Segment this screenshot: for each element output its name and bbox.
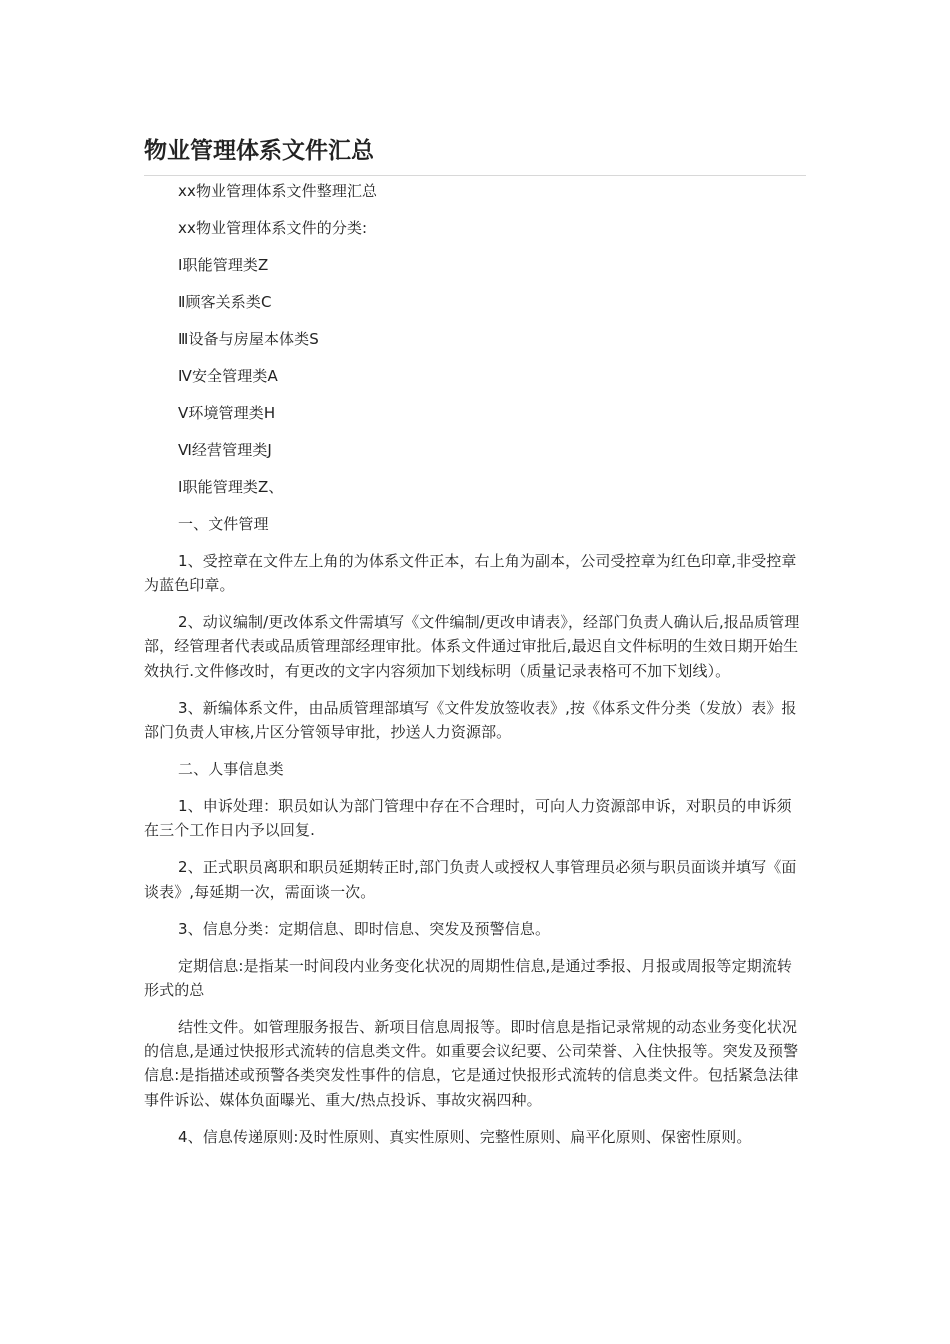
document-body xyxy=(144,179,806,1149)
category-item: Ⅳ安全管理类A xyxy=(178,366,278,385)
document-title: 物业管理体系文件汇总 xyxy=(144,138,374,164)
category-item: Ⅴ环境管理类H xyxy=(178,403,276,422)
section-heading: 二、人事信息类 xyxy=(178,759,284,778)
body-paragraph: 4、信息传递原则:及时性原则、真实性原则、完整性原则、扁平化原则、保密性原则。 xyxy=(178,1127,752,1146)
section-category-heading: Ⅰ职能管理类Z、 xyxy=(178,477,284,496)
category-item: Ⅰ职能管理类Z xyxy=(178,255,269,274)
category-item: Ⅱ顾客关系类C xyxy=(178,292,272,311)
paragraph-classification: xx物业管理体系文件的分类: xyxy=(178,218,368,237)
body-paragraph: 定期信息:是指某一时间段内业务变化状况的周期性信息,是通过季报、月报或周报等定期流转形式的总 xyxy=(144,956,793,999)
body-paragraph: 2、正式职员离职和职员延期转正时,部门负责人或授权人事管理员必须与职员面谈并填写《面谈表》,每延期一次，需面谈一次。 xyxy=(144,858,797,901)
title-divider xyxy=(144,175,806,176)
body-paragraph: 3、新编体系文件，由品质管理部填写《文件发放签收表》,按《体系文件分类（发放）表》报部门负责人审核,片区分管领导审批，抄送人力资源部。 xyxy=(144,698,797,741)
category-item: Ⅲ设备与房屋本体类S xyxy=(178,329,319,348)
section-heading: 一、文件管理 xyxy=(178,514,269,533)
body-paragraph: 2、动议编制/更改体系文件需填写《文件编制/更改申请表》，经部门负责人确认后,报品质管理部，经管理者代表或品质管理部经理审批。体系文件通过审批后,最迟自文件标明的生效日期开始生效执行.文件修改时，有更改的文字内容须加下划线标明（质量记录表格可不加下划线）。 xyxy=(144,613,800,680)
body-paragraph: 1、受控章在文件左上角的为体系文件正本，右上角为副本，公司受控章为红色印章,非受控章为蓝色印章。 xyxy=(144,551,797,595)
body-paragraph: 1、申诉处理：职员如认为部门管理中存在不合理时，可向人力资源部申诉，对职员的申诉须在三个工作日内予以回复. xyxy=(144,796,792,840)
paragraph-intro: xx物业管理体系文件整理汇总 xyxy=(178,182,378,200)
document-page xyxy=(144,132,806,1162)
body-paragraph: 结性文件。如管理服务报告、新项目信息周报等。即时信息是指记录常规的动态业务变化状况的信息,是通过快报形式流转的信息类文件。如重要会议纪要、公司荣誉、入住快报等。突发及预警信息:是指描述或预警各类突发性事件的信息，它是通过快报形式流转的信息类文件。包括紧急法律事件诉讼、媒体负面曝光、重大/热点投诉、事故灾祸四种。 xyxy=(144,1017,799,1109)
category-item: Ⅵ经营管理类J xyxy=(178,440,272,459)
body-paragraph: 3、信息分类：定期信息、即时信息、突发及预警信息。 xyxy=(178,919,551,938)
